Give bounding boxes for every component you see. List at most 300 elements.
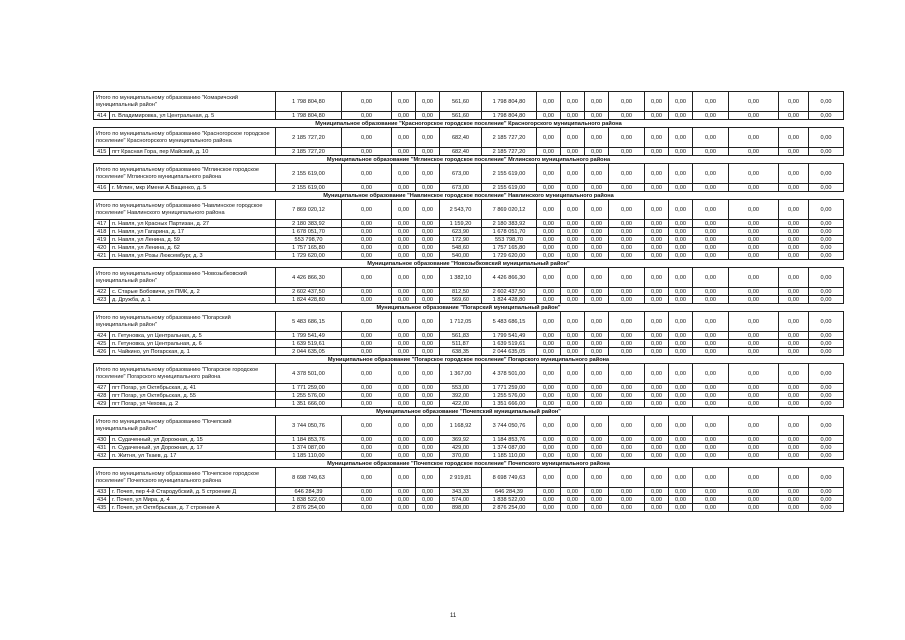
- row-v12: 0,00: [729, 348, 779, 356]
- row-v9: 0,00: [645, 148, 669, 156]
- row-v8: 0,00: [609, 148, 645, 156]
- row-number: 426: [94, 348, 110, 356]
- total-v13: 0,00: [779, 164, 809, 184]
- row-number: 429: [94, 400, 110, 408]
- row-v12: 0,00: [729, 400, 779, 408]
- row-v4: 1 184 853,76: [482, 436, 537, 444]
- row-v2: 0,00: [392, 296, 416, 304]
- table-row: [94, 112, 844, 120]
- section-total-row: [94, 128, 844, 148]
- total-v12: 0,00: [729, 468, 779, 488]
- row-number: 417: [94, 220, 110, 228]
- row-area: 682,40: [440, 148, 482, 156]
- row-v10: 0,00: [669, 236, 693, 244]
- total-cost: 5 483 686,15: [276, 312, 342, 332]
- row-v9: 0,00: [645, 236, 669, 244]
- row-v7: 0,00: [585, 112, 609, 120]
- row-v12: 0,00: [729, 436, 779, 444]
- row-v5: 0,00: [537, 244, 561, 252]
- total-v2: 0,00: [392, 164, 416, 184]
- row-v8: 0,00: [609, 288, 645, 296]
- row-v12: 0,00: [729, 496, 779, 504]
- row-area: 370,00: [440, 452, 482, 460]
- row-v9: 0,00: [645, 444, 669, 452]
- row-v6: 0,00: [561, 252, 585, 260]
- row-number: 420: [94, 244, 110, 252]
- row-v9: 0,00: [645, 436, 669, 444]
- row-v12: 0,00: [729, 184, 779, 192]
- row-v10: 0,00: [669, 228, 693, 236]
- section-header: Муниципальное образование "Погарский муниципальный район": [94, 304, 844, 312]
- row-v12: 0,00: [729, 504, 779, 512]
- table-row: [94, 252, 844, 260]
- row-v2: 0,00: [392, 400, 416, 408]
- row-v11: 0,00: [693, 332, 729, 340]
- total-v1: 0,00: [342, 128, 392, 148]
- table-row: [94, 504, 844, 512]
- total-v10: 0,00: [669, 416, 693, 436]
- row-v1: 0,00: [342, 252, 392, 260]
- row-v5: 0,00: [537, 340, 561, 348]
- section-header: Муниципальное образование "Почепский муниципальный район": [94, 408, 844, 416]
- row-v10: 0,00: [669, 184, 693, 192]
- row-number: 431: [94, 444, 110, 452]
- total-label: Итого по муниципальному образованию "Новозыбковский муниципальный район": [94, 268, 276, 288]
- total-label: Итого по муниципальному образованию "Комаричский муниципальный район": [94, 92, 276, 112]
- row-v3: 0,00: [416, 392, 440, 400]
- total-v4: 5 483 686,15: [482, 312, 537, 332]
- row-v14: 0,00: [809, 340, 844, 348]
- row-v3: 0,00: [416, 488, 440, 496]
- row-v10: 0,00: [669, 436, 693, 444]
- total-v3: 0,00: [416, 200, 440, 220]
- total-v6: 0,00: [561, 92, 585, 112]
- total-label: Итого по муниципальному образованию "Погарский муниципальный район": [94, 312, 276, 332]
- row-area: 422,00: [440, 400, 482, 408]
- row-number: 425: [94, 340, 110, 348]
- row-v6: 0,00: [561, 244, 585, 252]
- row-area: 540,00: [440, 252, 482, 260]
- row-v1: 0,00: [342, 504, 392, 512]
- total-v10: 0,00: [669, 200, 693, 220]
- table-row: [94, 340, 844, 348]
- row-area: 553,00: [440, 384, 482, 392]
- total-label: Итого по муниципальному образованию "Мглинское городское поселение" Мглинского муниципального района: [94, 164, 276, 184]
- row-v5: 0,00: [537, 228, 561, 236]
- total-v9: 0,00: [645, 164, 669, 184]
- row-cost: 1 678 051,70: [276, 228, 342, 236]
- total-v3: 0,00: [416, 92, 440, 112]
- total-cost: 4 426 866,30: [276, 268, 342, 288]
- row-area: 623,90: [440, 228, 482, 236]
- total-v10: 0,00: [669, 128, 693, 148]
- row-v6: 0,00: [561, 348, 585, 356]
- row-v12: 0,00: [729, 228, 779, 236]
- total-v2: 0,00: [392, 416, 416, 436]
- table-row: [94, 436, 844, 444]
- row-area: 812,50: [440, 288, 482, 296]
- row-v2: 0,00: [392, 252, 416, 260]
- total-v9: 0,00: [645, 312, 669, 332]
- row-v4: 1 771 259,00: [482, 384, 537, 392]
- total-v10: 0,00: [669, 92, 693, 112]
- row-v3: 0,00: [416, 444, 440, 452]
- total-v5: 0,00: [537, 164, 561, 184]
- row-v5: 0,00: [537, 400, 561, 408]
- row-v1: 0,00: [342, 228, 392, 236]
- row-v9: 0,00: [645, 244, 669, 252]
- total-v8: 0,00: [609, 128, 645, 148]
- row-area: 511,87: [440, 340, 482, 348]
- row-v3: 0,00: [416, 112, 440, 120]
- row-v8: 0,00: [609, 496, 645, 504]
- row-v14: 0,00: [809, 296, 844, 304]
- row-v10: 0,00: [669, 488, 693, 496]
- row-v11: 0,00: [693, 384, 729, 392]
- row-cost: 2 602 437,50: [276, 288, 342, 296]
- row-cost: 2 044 635,05: [276, 348, 342, 356]
- row-area: 898,00: [440, 504, 482, 512]
- section-header: Муниципальное образование "Новозыбковский муниципальный район": [94, 260, 844, 268]
- row-v3: 0,00: [416, 348, 440, 356]
- section-total-row: [94, 468, 844, 488]
- row-v2: 0,00: [392, 236, 416, 244]
- total-v11: 0,00: [693, 416, 729, 436]
- row-v5: 0,00: [537, 496, 561, 504]
- row-v7: 0,00: [585, 392, 609, 400]
- total-v1: 0,00: [342, 416, 392, 436]
- row-cost: 1 729 620,00: [276, 252, 342, 260]
- section-total-row: [94, 200, 844, 220]
- total-v7: 0,00: [585, 364, 609, 384]
- row-v7: 0,00: [585, 444, 609, 452]
- row-v14: 0,00: [809, 348, 844, 356]
- row-v8: 0,00: [609, 488, 645, 496]
- row-v7: 0,00: [585, 184, 609, 192]
- row-v9: 0,00: [645, 220, 669, 228]
- row-v12: 0,00: [729, 288, 779, 296]
- row-v1: 0,00: [342, 444, 392, 452]
- total-v13: 0,00: [779, 364, 809, 384]
- total-v5: 0,00: [537, 268, 561, 288]
- total-v2: 0,00: [392, 364, 416, 384]
- row-v13: 0,00: [779, 332, 809, 340]
- row-area: 392,00: [440, 392, 482, 400]
- row-address: п. Навля, ул Красных Партизан, д. 27: [110, 220, 276, 228]
- row-v12: 0,00: [729, 148, 779, 156]
- row-v14: 0,00: [809, 288, 844, 296]
- total-v5: 0,00: [537, 416, 561, 436]
- row-v14: 0,00: [809, 436, 844, 444]
- total-area: 673,00: [440, 164, 482, 184]
- row-v5: 0,00: [537, 220, 561, 228]
- row-v10: 0,00: [669, 496, 693, 504]
- row-number: 414: [94, 112, 110, 120]
- row-cost: 646 284,39: [276, 488, 342, 496]
- row-v13: 0,00: [779, 184, 809, 192]
- row-v3: 0,00: [416, 400, 440, 408]
- row-v9: 0,00: [645, 392, 669, 400]
- row-v13: 0,00: [779, 444, 809, 452]
- row-v8: 0,00: [609, 332, 645, 340]
- row-v10: 0,00: [669, 296, 693, 304]
- row-v6: 0,00: [561, 504, 585, 512]
- row-v2: 0,00: [392, 496, 416, 504]
- total-v5: 0,00: [537, 92, 561, 112]
- row-v5: 0,00: [537, 504, 561, 512]
- row-v2: 0,00: [392, 452, 416, 460]
- total-v13: 0,00: [779, 468, 809, 488]
- row-v13: 0,00: [779, 348, 809, 356]
- row-v8: 0,00: [609, 340, 645, 348]
- total-v11: 0,00: [693, 312, 729, 332]
- row-v14: 0,00: [809, 244, 844, 252]
- row-v11: 0,00: [693, 436, 729, 444]
- row-v12: 0,00: [729, 452, 779, 460]
- row-address: г. Почеп, ул Мира, д. 4: [110, 496, 276, 504]
- row-v1: 0,00: [342, 384, 392, 392]
- row-v2: 0,00: [392, 288, 416, 296]
- row-v11: 0,00: [693, 488, 729, 496]
- row-area: 429,00: [440, 444, 482, 452]
- register-sheet: [93, 91, 843, 512]
- total-v9: 0,00: [645, 364, 669, 384]
- row-v3: 0,00: [416, 244, 440, 252]
- row-v11: 0,00: [693, 444, 729, 452]
- section-total-row: [94, 364, 844, 384]
- row-v11: 0,00: [693, 340, 729, 348]
- row-v1: 0,00: [342, 288, 392, 296]
- row-v13: 0,00: [779, 228, 809, 236]
- row-number: 421: [94, 252, 110, 260]
- row-v1: 0,00: [342, 148, 392, 156]
- row-cost: 1 255 576,00: [276, 392, 342, 400]
- total-v14: 0,00: [809, 92, 844, 112]
- total-v13: 0,00: [779, 92, 809, 112]
- total-area: 682,40: [440, 128, 482, 148]
- row-v4: 1 757 165,80: [482, 244, 537, 252]
- row-v4: 2 180 383,92: [482, 220, 537, 228]
- row-v7: 0,00: [585, 452, 609, 460]
- section-header: Муниципальное образование "Почепское городское поселение" Почепского муниципального района: [94, 460, 844, 468]
- row-number: 428: [94, 392, 110, 400]
- row-number: 415: [94, 148, 110, 156]
- row-v6: 0,00: [561, 444, 585, 452]
- row-v10: 0,00: [669, 340, 693, 348]
- section-header-row: [94, 192, 844, 200]
- total-v10: 0,00: [669, 268, 693, 288]
- row-v4: 2 044 635,05: [482, 348, 537, 356]
- row-v7: 0,00: [585, 400, 609, 408]
- table-row: [94, 228, 844, 236]
- row-v2: 0,00: [392, 392, 416, 400]
- row-v4: 1 255 576,00: [482, 392, 537, 400]
- row-v6: 0,00: [561, 184, 585, 192]
- total-v14: 0,00: [809, 364, 844, 384]
- table-row: [94, 452, 844, 460]
- row-v5: 0,00: [537, 348, 561, 356]
- total-area: 1 367,00: [440, 364, 482, 384]
- row-v14: 0,00: [809, 220, 844, 228]
- row-v11: 0,00: [693, 496, 729, 504]
- total-v7: 0,00: [585, 312, 609, 332]
- table-row: [94, 444, 844, 452]
- row-v7: 0,00: [585, 504, 609, 512]
- total-v6: 0,00: [561, 468, 585, 488]
- row-v4: 1 799 541,49: [482, 332, 537, 340]
- row-cost: 2 876 254,00: [276, 504, 342, 512]
- total-v7: 0,00: [585, 128, 609, 148]
- row-v10: 0,00: [669, 452, 693, 460]
- row-address: пгт Красная Гора, пер Майский, д. 10: [110, 148, 276, 156]
- row-v14: 0,00: [809, 444, 844, 452]
- total-v8: 0,00: [609, 364, 645, 384]
- row-v5: 0,00: [537, 112, 561, 120]
- row-v4: 1 374 087,00: [482, 444, 537, 452]
- row-address: п. Владимировка, ул Центральная, д. 5: [110, 112, 276, 120]
- row-v8: 0,00: [609, 348, 645, 356]
- row-v9: 0,00: [645, 332, 669, 340]
- row-v1: 0,00: [342, 236, 392, 244]
- row-v1: 0,00: [342, 244, 392, 252]
- table-row: [94, 220, 844, 228]
- row-v14: 0,00: [809, 148, 844, 156]
- row-v7: 0,00: [585, 296, 609, 304]
- section-total-row: [94, 164, 844, 184]
- row-v5: 0,00: [537, 184, 561, 192]
- total-v9: 0,00: [645, 128, 669, 148]
- row-v7: 0,00: [585, 488, 609, 496]
- row-v14: 0,00: [809, 400, 844, 408]
- row-v6: 0,00: [561, 332, 585, 340]
- row-v3: 0,00: [416, 384, 440, 392]
- row-v1: 0,00: [342, 496, 392, 504]
- row-v11: 0,00: [693, 148, 729, 156]
- row-v10: 0,00: [669, 244, 693, 252]
- row-v12: 0,00: [729, 244, 779, 252]
- total-v12: 0,00: [729, 416, 779, 436]
- total-v9: 0,00: [645, 268, 669, 288]
- row-v9: 0,00: [645, 496, 669, 504]
- row-v7: 0,00: [585, 288, 609, 296]
- register-body: [94, 92, 844, 512]
- row-v8: 0,00: [609, 452, 645, 460]
- total-v13: 0,00: [779, 268, 809, 288]
- row-cost: 1 771 259,00: [276, 384, 342, 392]
- row-v8: 0,00: [609, 296, 645, 304]
- row-area: 548,60: [440, 244, 482, 252]
- row-v10: 0,00: [669, 252, 693, 260]
- row-v4: 1 639 519,61: [482, 340, 537, 348]
- row-v7: 0,00: [585, 148, 609, 156]
- row-v13: 0,00: [779, 340, 809, 348]
- row-cost: 1 757 165,80: [276, 244, 342, 252]
- row-v2: 0,00: [392, 228, 416, 236]
- row-area: 561,60: [440, 112, 482, 120]
- row-v3: 0,00: [416, 504, 440, 512]
- total-v1: 0,00: [342, 468, 392, 488]
- row-area: 172,90: [440, 236, 482, 244]
- total-v2: 0,00: [392, 268, 416, 288]
- row-cost: 2 155 619,00: [276, 184, 342, 192]
- section-header-row: [94, 120, 844, 128]
- section-header-row: [94, 260, 844, 268]
- row-address: д. Дружба, д. 1: [110, 296, 276, 304]
- total-area: 1 382,10: [440, 268, 482, 288]
- total-v9: 0,00: [645, 468, 669, 488]
- row-v2: 0,00: [392, 332, 416, 340]
- row-cost: 1 184 853,76: [276, 436, 342, 444]
- row-v1: 0,00: [342, 392, 392, 400]
- table-row: [94, 496, 844, 504]
- row-v4: 553 798,70: [482, 236, 537, 244]
- row-v6: 0,00: [561, 436, 585, 444]
- row-v5: 0,00: [537, 436, 561, 444]
- row-cost: 1 838 522,00: [276, 496, 342, 504]
- row-v3: 0,00: [416, 228, 440, 236]
- row-v5: 0,00: [537, 236, 561, 244]
- row-v10: 0,00: [669, 332, 693, 340]
- row-number: 430: [94, 436, 110, 444]
- row-v6: 0,00: [561, 452, 585, 460]
- row-v7: 0,00: [585, 228, 609, 236]
- row-v4: 1 838 522,00: [482, 496, 537, 504]
- row-address: пгт Погар, ул Октябрьская, д. 55: [110, 392, 276, 400]
- table-row: [94, 244, 844, 252]
- row-number: 422: [94, 288, 110, 296]
- row-v8: 0,00: [609, 184, 645, 192]
- total-v9: 0,00: [645, 416, 669, 436]
- total-v1: 0,00: [342, 92, 392, 112]
- row-v9: 0,00: [645, 112, 669, 120]
- total-label: Итого по муниципальному образованию "Почепское городское поселение" Почепского муниципального района: [94, 468, 276, 488]
- total-cost: 3 744 050,76: [276, 416, 342, 436]
- total-v6: 0,00: [561, 128, 585, 148]
- row-v13: 0,00: [779, 236, 809, 244]
- row-v6: 0,00: [561, 496, 585, 504]
- total-v6: 0,00: [561, 364, 585, 384]
- row-v11: 0,00: [693, 400, 729, 408]
- row-area: 574,00: [440, 496, 482, 504]
- row-v8: 0,00: [609, 244, 645, 252]
- row-v1: 0,00: [342, 112, 392, 120]
- row-v8: 0,00: [609, 236, 645, 244]
- total-v14: 0,00: [809, 416, 844, 436]
- row-v12: 0,00: [729, 296, 779, 304]
- total-v2: 0,00: [392, 312, 416, 332]
- row-v10: 0,00: [669, 504, 693, 512]
- row-v12: 0,00: [729, 392, 779, 400]
- total-v8: 0,00: [609, 92, 645, 112]
- total-v11: 0,00: [693, 468, 729, 488]
- row-v6: 0,00: [561, 392, 585, 400]
- row-v8: 0,00: [609, 112, 645, 120]
- row-area: 1 159,20: [440, 220, 482, 228]
- table-row: [94, 148, 844, 156]
- row-v13: 0,00: [779, 392, 809, 400]
- total-v5: 0,00: [537, 468, 561, 488]
- row-v12: 0,00: [729, 332, 779, 340]
- row-v11: 0,00: [693, 392, 729, 400]
- row-v11: 0,00: [693, 348, 729, 356]
- total-v12: 0,00: [729, 268, 779, 288]
- total-label: Итого по муниципальному образованию "Погарское городское поселение" Погарского муниципального района: [94, 364, 276, 384]
- section-total-row: [94, 268, 844, 288]
- row-address: п. Житня, ул Ткаев, д. 17: [110, 452, 276, 460]
- total-v2: 0,00: [392, 200, 416, 220]
- total-v3: 0,00: [416, 364, 440, 384]
- row-v7: 0,00: [585, 332, 609, 340]
